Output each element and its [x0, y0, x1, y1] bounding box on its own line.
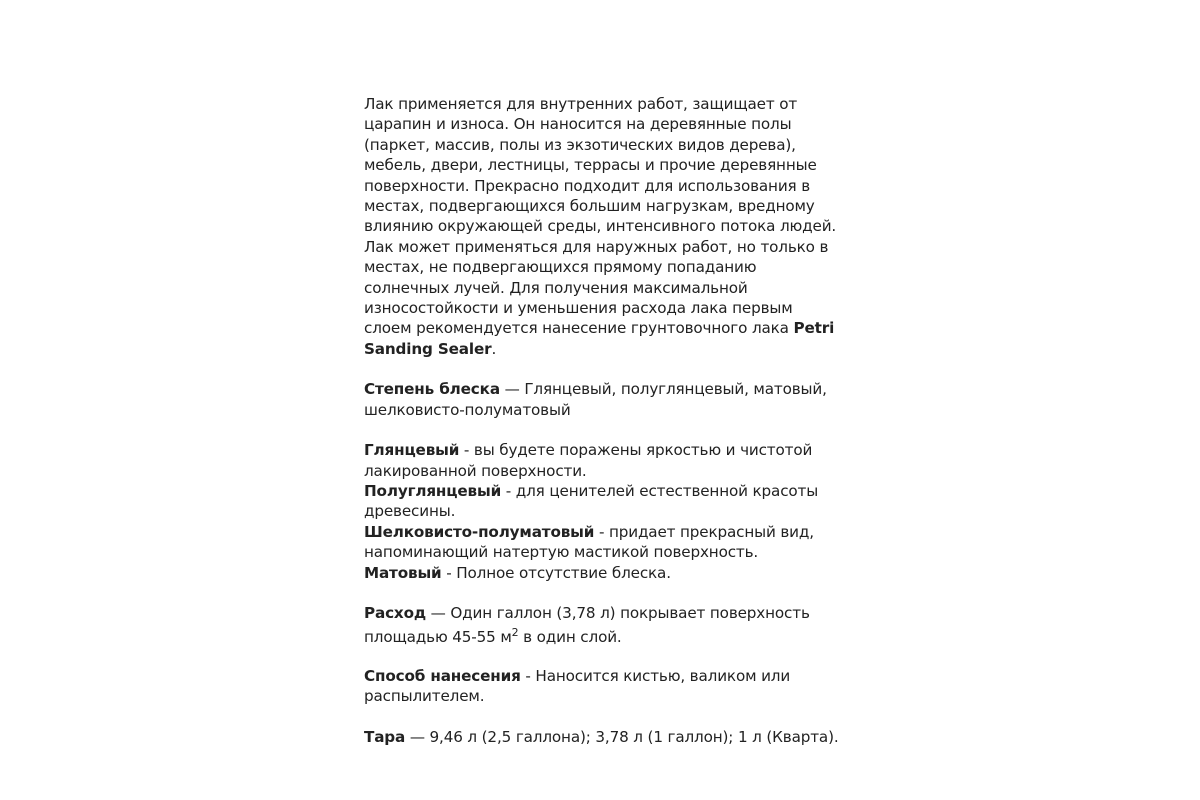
application-label: Способ нанесения — [364, 666, 521, 685]
consumption-area — [364, 627, 844, 647]
finish-item-semigloss — [364, 481, 844, 522]
consumption-label: Расход — [364, 603, 426, 622]
finish-text: - Полное отсутствие блеска. — [441, 563, 671, 582]
consumption-area-text: площадью 45-55 м — [364, 628, 512, 647]
application-text: - Наносится кистью, валиком или распылителем. — [364, 666, 791, 706]
finish-label: Полуглянцевый — [364, 481, 502, 500]
finish-label: Шелковисто-полуматовый — [364, 522, 595, 541]
finish-item-satin — [364, 522, 844, 563]
square-superscript: 2 — [511, 626, 519, 640]
consumption-area-end: в один слой. — [518, 628, 622, 647]
gloss-text: — Глянцевый, полуглянцевый, матовый, шелковисто-полуматовый — [364, 380, 827, 419]
product-name: Petri Sanding Sealer — [364, 319, 835, 358]
product-description — [364, 94, 844, 767]
intro-end: . — [491, 339, 497, 358]
intro-paragraph — [364, 94, 844, 359]
finish-types — [364, 440, 844, 583]
consumption-text: — Один галлон (3,78 л) покрывает поверхность — [425, 603, 810, 622]
finish-item-glossy — [364, 440, 844, 481]
finish-item-matte — [364, 563, 844, 583]
packaging-text: — 9,46 л (2,5 галлона); 3,78 л (1 галлон); 1 л (Кварта). — [405, 727, 839, 746]
gloss-level — [364, 379, 844, 420]
consumption — [364, 603, 844, 648]
finish-label: Глянцевый — [364, 441, 460, 460]
application-method — [364, 666, 844, 707]
packaging — [364, 727, 844, 747]
finish-text: - вы будете поражены яркостью и чистотой лакированной поверхности. — [364, 441, 813, 480]
intro-text: Лак применяется для внутренних работ, защищает от царапин и износа. Он наносится на деревянные полы (паркет, массив, полы из экзотических видов дерева), мебель, двери, лестницы, террасы и прочие деревянные поверхности. Прекрасно подходит для использования в местах, подвергающихся большим нагрузкам, вредному влиянию окружающей среды, интенсивного потока людей. Лак может применяться для наружных работ, но только в местах, не подвергающихся прямому попаданию солнечных лучей. Для получения максимальной износостойкости и уменьшения расхода лака первым слоем рекомендуется нанесение грунтовочного лака — [364, 95, 837, 338]
finish-text: - придает прекрасный вид, напоминающий натертую мастикой поверхность. — [364, 522, 814, 562]
packaging-label: Тара — [364, 727, 406, 746]
gloss-label: Степень блеска — [364, 380, 500, 399]
finish-label: Матовый — [364, 563, 442, 582]
finish-text: - для ценителей естественной красоты древесины. — [364, 481, 819, 521]
